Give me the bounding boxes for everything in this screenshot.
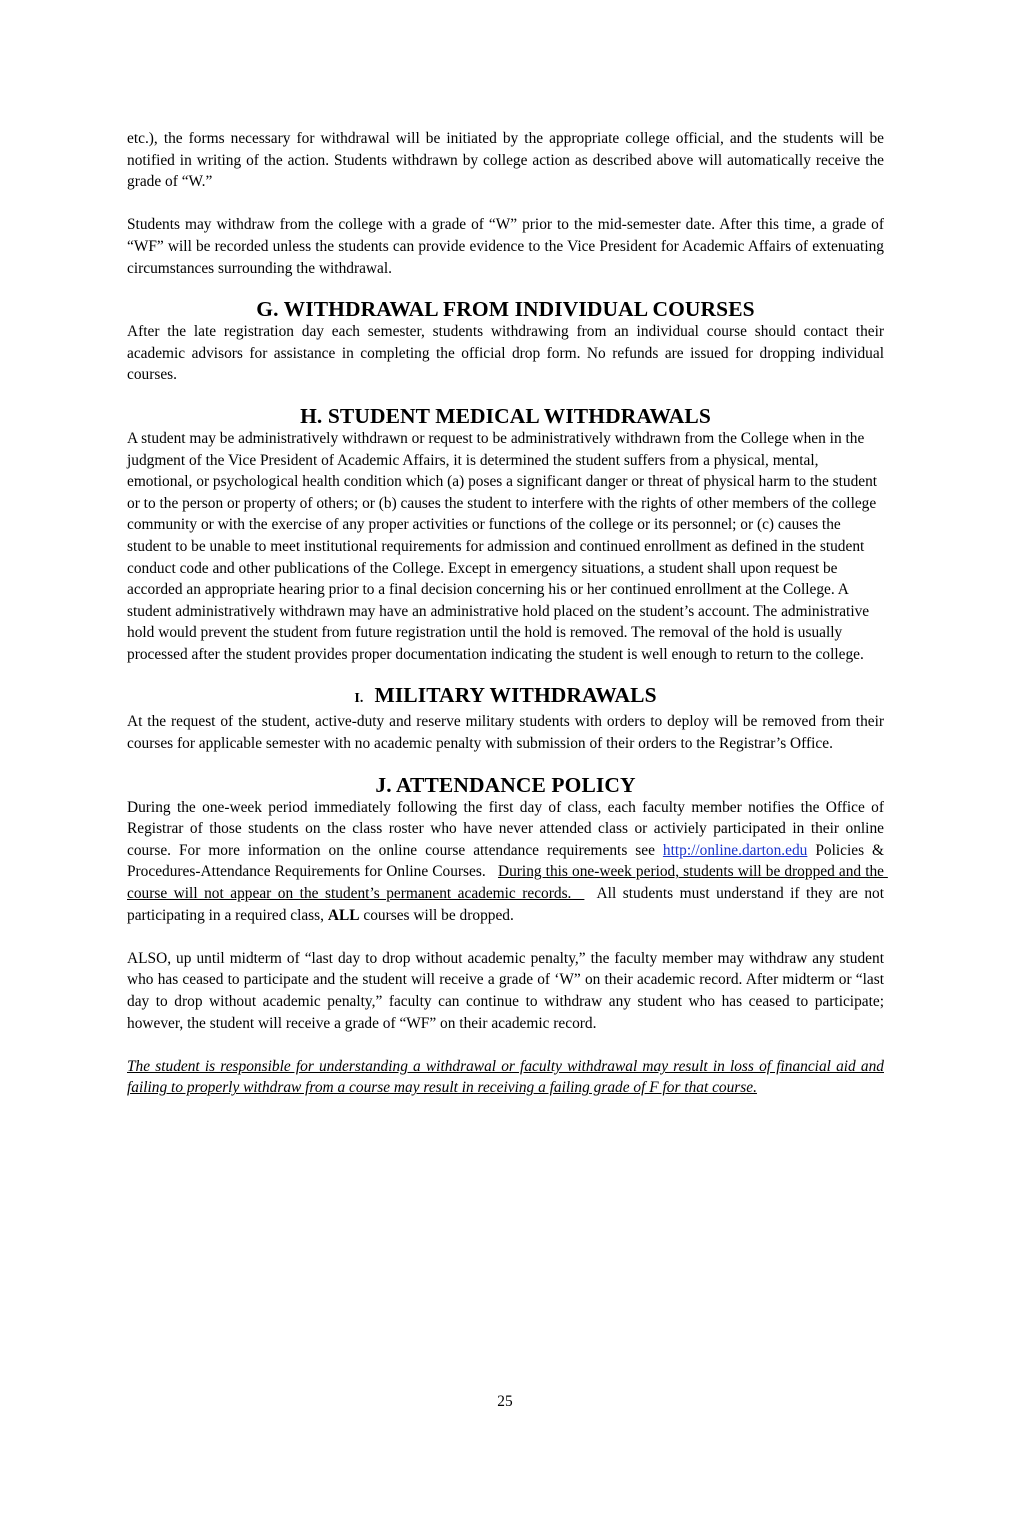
section-j-underlined-text: During this one-week period, students will be dropped and the course will not appear on the student’s permanent academic records. [127,863,888,903]
section-j-bold-all: ALL [327,906,360,924]
section-g-heading: G. WITHDRAWAL FROM INDIVIDUAL COURSES [256,297,755,322]
section-i-letter: I. [354,691,364,707]
page-number: 25 [497,1393,513,1410]
section-i-title: MILITARY WITHDRAWALS [363,683,657,708]
section-g-body: After the late registration day each semester, students withdrawing from an individual course should contact their academic advisors for assistance in completing the official drop form. No refunds are issued for dropping individual courses. [127,323,884,384]
intro-paragraph-1: etc.), the forms necessary for withdrawal will be initiated by the appropriate college official, and the students will be notified in writing of the action. Students withdrawn by college action as described above will automatically receive the grade of “W.” [127,130,884,191]
online-darton-link[interactable]: http://online.darton.edu [662,841,808,859]
section-j-body-after-link: Policies & Procedures-Attendance Requirements for Online Courses. [127,841,888,881]
section-j-body-after-underline: All students must understand if they are not participating in a required class, [127,885,888,924]
section-h-heading: H. STUDENT MEDICAL WITHDRAWALS [300,403,711,428]
section-i-heading [127,683,884,711]
section-j-heading: J. ATTENDANCE POLICY [375,772,636,797]
responsibility-note: The student is responsible for understanding a withdrawal or faculty withdrawal may result in loss of financial aid and failing to properly withdraw from a course may result in receiving a failing grade of F for that course. [127,1057,884,1097]
section-j-body-end: courses will be dropped. [359,906,514,924]
section-j-body-start: During the one-week period immediately following the first day of class, each faculty member notifies the Office of Registrar of those students on the class roster who have never attended class or activiely participated in their online course. For more information on the online course attendance requirements see [127,798,884,859]
intro-paragraph-2: Students may withdraw from the college with a grade of “W” prior to the mid-semester date. After this time, a grade of “WF” will be recorded unless the students can provide evidence to the Vice President for Academic Affairs of extenuating circumstances surrounding the withdrawal. [127,216,884,277]
section-h-body: A student may be administratively withdrawn or request to be administratively withdrawn from the College when in the judgment of the Vice President of Academic Affairs, it is determined the student suffers from a physical, mental, emotional, or psychological health condition which (a) poses a significant danger or threat of physical harm to the student or to the person or property of others; or (b) causes the student to interfere with the rights of other members of the college community or with the exercise of any proper activities or functions of the college or its personnel; or (c) causes the student to be unable to meet institutional requirements for admission and continued enrollment as defined in the student conduct code and other publications of the College. Except in emergency situations, a student shall upon request be accorded an appropriate hearing prior to a final decision concerning his or her continued enrollment at the College. A student administratively withdrawn may have an administrative hold placed on the student’s account. The administrative hold would prevent the student from future registration until the hold is removed. The removal of the hold is usually processed after the student provides proper documentation indicating the student is well enough to return to the college. [127,429,878,663]
section-j-body [127,797,888,927]
section-j-paragraph-2: ALSO, up until midterm of “last day to drop without academic penalty,” the faculty member may withdraw any student who has ceased to participate and the student will receive a grade of ‘W” on their academic record. After midterm or “last day to drop without academic penalty,” faculty can continue to withdraw any student who has ceased to participate; however, the student will receive a grade of “WF” on their academic record. [127,949,884,1032]
document-page [127,128,888,1099]
section-i-body: At the request of the student, active-duty and reserve military students with orders to deploy will be removed from their courses for applicable semester with no academic penalty with submission of their orders to the Registrar’s Office. [127,713,884,753]
